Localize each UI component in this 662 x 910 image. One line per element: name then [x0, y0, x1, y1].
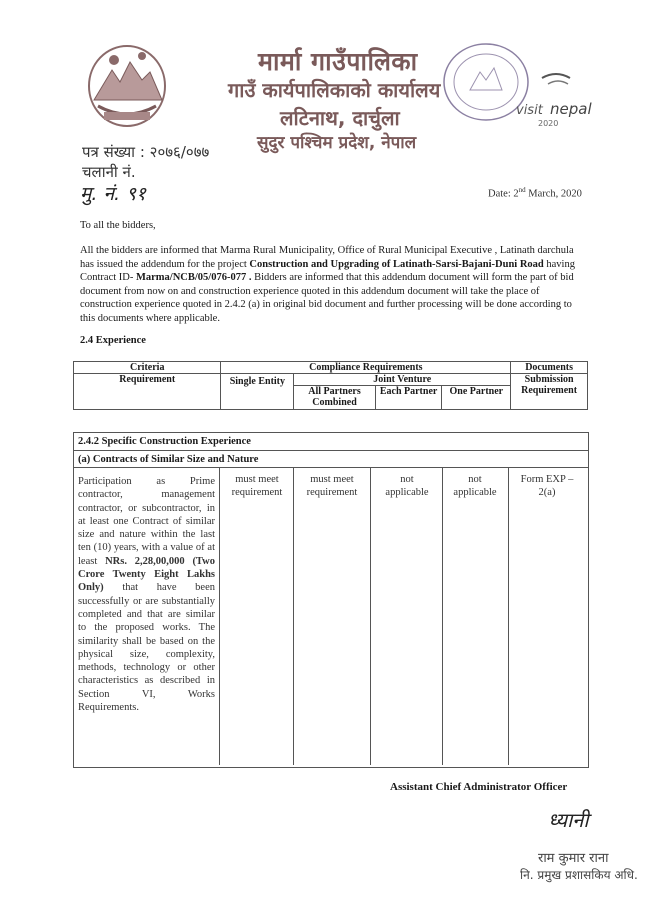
- requirement-header: Requirement: [74, 374, 221, 410]
- each-partner-header: Each Partner: [375, 386, 442, 410]
- municipality-name: मार्मा गाउँपालिका: [258, 47, 418, 76]
- section-heading: 2.4 Experience: [80, 335, 146, 346]
- signatory-name: राम कुमार राना: [538, 851, 609, 866]
- documents-header: Documents: [511, 362, 588, 374]
- province-name: सुदुर पश्चिम प्रदेश, नेपाल: [257, 133, 417, 153]
- requirement-text: Participation as Prime contractor, management contractor, or subcontractor, in at least one Contract of similar size and nature within the last ten (10) years, with a value of at least NRs. 2,28,00,000 (Two Crore Twenty Eight Lakhs Only) that have been successfully or are substantially completed and that are similar to the proposed works. The similarity shall be based on the physical size, complexity, methods, technology or other characteristics as described in Section VI, Works Requirements.: [78, 476, 215, 714]
- svg-text:visit: visit: [516, 103, 543, 118]
- criteria-header: Criteria: [74, 362, 221, 374]
- salutation: To all the bidders,: [80, 220, 156, 231]
- signatory-title: नि. प्रमुख प्रशासकिय अधि.: [520, 868, 638, 882]
- reference-number: पत्र संख्या : २०७६/०७७: [82, 143, 210, 161]
- project-name: Construction and Upgrading of Latinath-Sarsi-Bajani-Duni Road: [249, 258, 544, 270]
- each-partner-value: not applicable: [385, 474, 429, 499]
- dispatch-number: चलानी नं.: [82, 163, 136, 181]
- requirement-amount: NRs. 2,28,00,000 (Two Crore Twenty Eight Lakhs Only): [78, 555, 215, 594]
- place-name: लटिनाथ, दार्चुला: [280, 106, 400, 130]
- joint-venture-header: Joint Venture: [294, 374, 511, 386]
- single-entity-header: Single Entity: [221, 374, 294, 410]
- visit-nepal-logo: [512, 70, 594, 132]
- criteria-table: [73, 361, 588, 410]
- contract-id: Marma/NCB/05/076-077 .: [135, 272, 252, 284]
- submission-requirement-header: Submission Requirement: [511, 374, 588, 410]
- all-partners-value: must meet requirement: [306, 474, 358, 499]
- letter-date: Date: 2nd March, 2020: [488, 186, 582, 200]
- body-paragraph: All the bidders are informed that Marma Rural Municipality, Office of Rural Municipal Executive , Latinath darchula has issued the addendum for the project Construction and Upgrading of Latinath-Sarsi-Bajani-Duni Road having Contract ID- Marma/NCB/05/076-077 . Bidders are informed that this addendum document will form the part of bid document from now on and construction experience quoted in this addendum document will take the place of construction experience quoted in 2.4.2 (a) in original bid document and further processing will be done according to this documents where applicable.: [80, 245, 575, 324]
- svg-text:nepal: nepal: [550, 100, 592, 118]
- all-partners-header: All Partners Combined: [294, 386, 376, 410]
- documents-value: Form EXP – 2(a): [520, 474, 574, 499]
- one-partner-value: not applicable: [453, 474, 497, 499]
- signatory-role: Assistant Chief Administrator Officer: [390, 781, 568, 793]
- handwritten-number: मु. नं. ९१: [80, 183, 146, 205]
- similar-contracts-subheading: (a) Contracts of Similar Size and Nature: [74, 451, 588, 468]
- one-partner-header: One Partner: [442, 386, 511, 410]
- office-name: गाउँ कार्यपालिकाको कार्यालय: [228, 78, 441, 102]
- signature-mark: ध्यानी: [548, 808, 589, 832]
- compliance-header: Compliance Requirements: [221, 362, 511, 374]
- svg-text:2020: 2020: [538, 119, 559, 128]
- nepal-emblem-icon: [84, 40, 170, 130]
- single-entity-value: must meet requirement: [231, 474, 283, 499]
- specific-experience-heading: 2.4.2 Specific Construction Experience: [74, 433, 588, 451]
- specific-experience-table: [73, 432, 589, 768]
